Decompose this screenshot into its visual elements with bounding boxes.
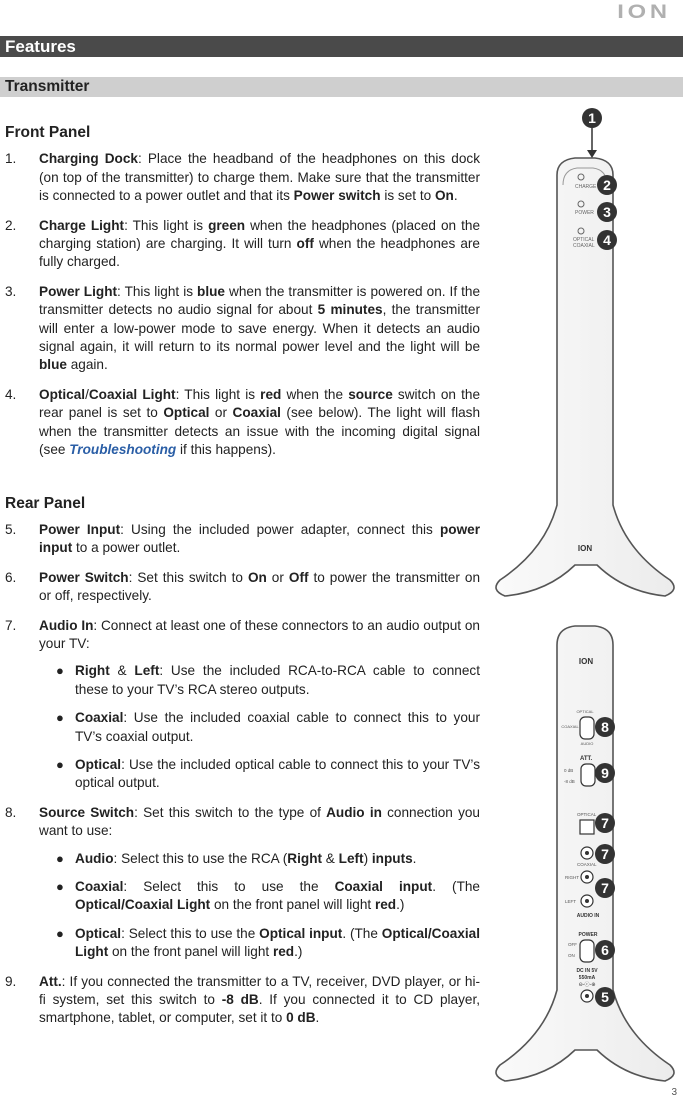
item-text: : This light is bbox=[124, 217, 209, 233]
item-bold: Left bbox=[338, 850, 364, 866]
item-bold: Coaxial input bbox=[334, 879, 433, 894]
item-body bbox=[39, 217, 480, 272]
item-text: : Select this to use the bbox=[121, 925, 260, 941]
item-text: if this happens). bbox=[176, 442, 276, 458]
item-number: 5. bbox=[5, 521, 17, 537]
item-text: on the front panel will light bbox=[108, 944, 273, 960]
item-bold: Coaxial bbox=[232, 405, 281, 421]
item-text: . (The bbox=[432, 879, 480, 894]
item-bold: Coaxial bbox=[75, 710, 124, 726]
item-text: .) bbox=[396, 897, 405, 913]
callout-9-number: 9 bbox=[601, 765, 609, 781]
front-panel-title: Front Panel bbox=[5, 124, 91, 141]
item-bold: inputs bbox=[371, 850, 413, 866]
att-8db-label: -8 dB bbox=[564, 779, 575, 784]
rear-panel-title: Rear Panel bbox=[5, 494, 86, 512]
right-input-label: RIGHT bbox=[565, 875, 579, 880]
item-bold: off bbox=[296, 236, 314, 252]
item-bold: Right bbox=[287, 850, 323, 866]
sub-list bbox=[39, 662, 480, 792]
item-bold: Power switch bbox=[293, 188, 381, 204]
item-label: Power Light bbox=[39, 283, 118, 299]
optical-label: OPTICAL bbox=[573, 237, 595, 243]
item-text: switch on the rear panel is set to bbox=[39, 386, 481, 421]
page-number: 3 bbox=[671, 1087, 677, 1098]
item-label: Charging Dock bbox=[39, 151, 138, 167]
callout-7a-number: 7 bbox=[601, 815, 609, 831]
list-item-9 bbox=[5, 973, 480, 1028]
item-bold: power input bbox=[39, 521, 480, 556]
item-bold: 0 dB bbox=[286, 1010, 316, 1026]
item-label: Att. bbox=[39, 973, 62, 989]
list-item-5 bbox=[5, 521, 480, 558]
dc-in-label: DC IN 5V bbox=[576, 968, 598, 974]
callout-4-number: 4 bbox=[603, 232, 611, 248]
item-bold: Optical input bbox=[259, 925, 343, 941]
bullet-icon: ● bbox=[56, 663, 64, 679]
item-text: again. bbox=[66, 357, 108, 373]
transmitter-heading: Transmitter bbox=[0, 77, 683, 97]
item-text: . bbox=[315, 1010, 320, 1026]
att-label: ATT. bbox=[580, 756, 593, 762]
item-text: . (The bbox=[342, 925, 382, 941]
item-bold: red bbox=[260, 386, 282, 402]
list-item-4 bbox=[5, 386, 480, 460]
bullet-icon: ● bbox=[56, 756, 64, 772]
transmitter-diagrams bbox=[485, 100, 683, 1100]
rca-pin-icon bbox=[585, 875, 589, 879]
bullet-text bbox=[75, 662, 480, 699]
att-0db-label: 0 dB bbox=[564, 768, 574, 773]
item-text: : Set this switch to bbox=[128, 569, 248, 585]
item-bold: Audio in bbox=[326, 804, 382, 820]
callout-1-number: 1 bbox=[588, 110, 596, 126]
bullet-text bbox=[75, 709, 480, 746]
item-text: or bbox=[209, 405, 233, 421]
item-body bbox=[39, 973, 480, 1028]
optical-input[interactable] bbox=[580, 820, 594, 834]
item-number: 1. bbox=[5, 151, 17, 167]
src-optical-label: OPTICAL bbox=[576, 709, 594, 714]
sub-list-item bbox=[39, 709, 480, 746]
list-item-8 bbox=[5, 804, 480, 962]
item-text: : Set this switch to the type of bbox=[134, 804, 327, 820]
item-text: . bbox=[453, 188, 458, 204]
item-number: 8. bbox=[5, 804, 17, 820]
bullet-text bbox=[75, 756, 480, 793]
item-text: when the headphones are fully charged. bbox=[39, 236, 480, 270]
item-text: to power the transmitter on or off, respectively. bbox=[39, 569, 480, 604]
bullet-icon: ● bbox=[56, 879, 64, 894]
arrow-head-icon bbox=[587, 150, 597, 158]
rear-view bbox=[496, 626, 674, 1081]
item-text: / bbox=[85, 386, 89, 402]
item-number: 7. bbox=[5, 617, 17, 633]
item-body bbox=[39, 804, 480, 962]
item-text: ) bbox=[363, 850, 372, 866]
item-label: Power Input bbox=[39, 521, 121, 537]
text-column bbox=[5, 124, 480, 1039]
item-text: connection you want to use: bbox=[39, 804, 480, 839]
item-bold: Right bbox=[75, 663, 110, 679]
item-text: when the transmitter is powered on. If the transmitter detects no audio signal for about bbox=[39, 283, 480, 318]
src-audio-label: AUDIO bbox=[580, 741, 594, 746]
item-text: : Select this to use the bbox=[123, 879, 335, 894]
list-item-2 bbox=[5, 217, 480, 272]
item-bold: source bbox=[348, 386, 393, 402]
item-bold: Optical bbox=[75, 756, 122, 772]
off-label: OFF bbox=[568, 942, 577, 947]
item-bold: Optical bbox=[75, 925, 122, 941]
item-bold: Audio bbox=[75, 850, 114, 866]
list-item-7 bbox=[5, 617, 480, 793]
audio-in-label: AUDIO IN bbox=[576, 913, 600, 919]
item-text: on the front panel will light bbox=[210, 897, 375, 913]
item-number: 4. bbox=[5, 386, 17, 402]
item-label: Source Switch bbox=[39, 804, 135, 820]
sub-list bbox=[39, 850, 480, 962]
item-number: 3. bbox=[5, 283, 17, 299]
item-bold: red bbox=[272, 944, 295, 960]
callout-7b-number: 7 bbox=[601, 846, 609, 862]
item-text: : Use the included coaxial cable to connect this to your TV’s coaxial output. bbox=[75, 710, 480, 744]
callout-6-number: 6 bbox=[601, 942, 609, 958]
item-text: , the transmitter will enter a low-power mode to save energy. When it detects an audio signal again, it will return to its normal power level and the light will be bbox=[39, 302, 480, 355]
item-text: or bbox=[266, 569, 289, 585]
item-text: : This light is bbox=[175, 386, 261, 402]
bullet-text bbox=[75, 925, 480, 962]
coaxial-pin-icon bbox=[585, 851, 589, 855]
item-bold: green bbox=[208, 217, 246, 233]
item-bold: Optical/Coaxial Light bbox=[75, 925, 481, 960]
item-label: Charge Light bbox=[39, 217, 125, 233]
item-text: : Place the headband of the headphones on this dock (on top of the transmitter) to charge them. Make sure that the transmitter is connected to a power outlet and that its bbox=[39, 151, 480, 204]
callout-5-number: 5 bbox=[601, 989, 609, 1005]
troubleshooting-link[interactable]: Troubleshooting bbox=[69, 442, 177, 458]
item-label: Optical bbox=[39, 386, 86, 402]
item-text: & bbox=[322, 850, 339, 866]
coaxial-input-label: COAXIAL bbox=[577, 862, 597, 867]
polarity-icon: ⊖-ⓒ-⊕ bbox=[578, 982, 596, 988]
src-coaxial-label: COAXIAL bbox=[561, 724, 579, 729]
item-bold: blue bbox=[197, 283, 225, 299]
item-body bbox=[39, 521, 480, 558]
item-bold: Left bbox=[134, 663, 160, 679]
features-heading: Features bbox=[0, 36, 683, 57]
item-text: . If you connected it to CD player, smartphone, tablet, or computer, set it to bbox=[39, 992, 480, 1026]
bullet-icon: ● bbox=[56, 925, 64, 941]
item-bold: -8 dB bbox=[221, 992, 259, 1008]
item-text: : Using the included power adapter, connect this bbox=[120, 521, 440, 537]
list-item-3 bbox=[5, 283, 480, 375]
callout-3-number: 3 bbox=[603, 204, 611, 220]
item-bold: On bbox=[434, 188, 454, 204]
dc-ma-label: 550mA bbox=[578, 975, 596, 981]
source-switch[interactable] bbox=[580, 717, 594, 739]
item-text: .) bbox=[294, 944, 303, 960]
sub-list-item bbox=[39, 756, 480, 793]
item-label: Coaxial Light bbox=[88, 386, 176, 402]
item-bold: Coaxial bbox=[75, 879, 124, 894]
callout-2-number: 2 bbox=[603, 177, 611, 193]
item-bold: Optical bbox=[163, 405, 210, 421]
left-input-label: LEFT bbox=[565, 899, 577, 904]
item-bold: red bbox=[374, 897, 397, 913]
item-number: 6. bbox=[5, 569, 17, 585]
power-switch-label: POWER bbox=[578, 932, 598, 938]
item-text: to a power outlet. bbox=[72, 540, 181, 556]
item-text: (see below). The light will flash when the transmitter detects an issue with the incoming digital signal (see bbox=[39, 405, 481, 458]
bullet-text bbox=[75, 878, 480, 915]
item-bold: On bbox=[247, 569, 267, 585]
item-text: : If you connected the transmitter to a TV, receiver, DVD player, or hi-fi system, set this switch to bbox=[39, 973, 480, 1008]
on-label: ON bbox=[568, 953, 575, 958]
power-switch[interactable] bbox=[580, 940, 594, 962]
item-number: 2. bbox=[5, 217, 17, 233]
dc-pin-icon bbox=[585, 994, 589, 998]
item-text: : Select this to use the RCA ( bbox=[113, 850, 288, 866]
sub-list-item bbox=[39, 662, 480, 699]
callout-8-number: 8 bbox=[601, 719, 609, 735]
item-body bbox=[39, 283, 480, 375]
list-item-1 bbox=[5, 150, 480, 205]
item-text: . bbox=[412, 850, 417, 866]
front-body-outline bbox=[496, 158, 674, 596]
item-label: Audio In bbox=[39, 617, 94, 633]
bullet-text bbox=[75, 850, 480, 868]
diagram-svg bbox=[485, 100, 683, 1100]
item-text: when the headphones (placed on the charging station) are charging. It will turn bbox=[39, 217, 481, 252]
item-label: Power Switch bbox=[39, 569, 129, 585]
item-text: : Connect at least one of these connectors to an audio output on your TV: bbox=[39, 617, 480, 651]
item-text: : This light is bbox=[117, 283, 198, 299]
bullet-icon: ● bbox=[56, 710, 64, 726]
sub-list-item bbox=[39, 878, 480, 915]
power-label: POWER bbox=[575, 210, 594, 216]
item-bold: Off bbox=[288, 569, 309, 585]
front-ion-logo: ION bbox=[577, 544, 593, 553]
charge-label: CHARGE bbox=[575, 184, 597, 190]
item-text: is set to bbox=[380, 188, 435, 204]
coaxial-label: COAXIAL bbox=[573, 243, 595, 249]
bullet-icon: ● bbox=[56, 850, 64, 866]
rca-pin-icon bbox=[585, 899, 589, 903]
sub-list-item bbox=[39, 925, 480, 962]
item-text: : Use the included optical cable to connect this to your TV’s optical output. bbox=[75, 756, 480, 791]
item-text: & bbox=[109, 663, 135, 679]
item-bold: Optical/Coaxial Light bbox=[75, 897, 211, 913]
list-item-6 bbox=[5, 569, 480, 606]
item-body bbox=[39, 617, 480, 793]
sub-list-item bbox=[39, 850, 480, 868]
item-bold: blue bbox=[39, 357, 67, 373]
item-number: 9. bbox=[5, 973, 17, 989]
item-body bbox=[39, 569, 480, 606]
item-bold: 5 minutes bbox=[317, 302, 383, 318]
front-view bbox=[496, 108, 674, 596]
item-text: : Use the included RCA-to-RCA cable to connect these to your TV’s RCA stereo outputs. bbox=[75, 663, 480, 697]
att-switch[interactable] bbox=[581, 764, 595, 786]
callout-7c-number: 7 bbox=[601, 880, 609, 896]
optical-input-label: OPTICAL bbox=[577, 812, 597, 817]
item-text: when the bbox=[281, 386, 349, 402]
item-body bbox=[39, 150, 480, 205]
item-body bbox=[39, 386, 480, 460]
rear-ion-logo: ION bbox=[578, 657, 594, 666]
ion-logo: ION bbox=[617, 2, 671, 23]
